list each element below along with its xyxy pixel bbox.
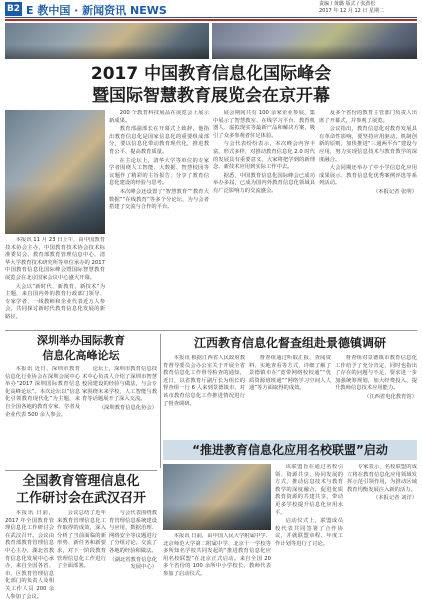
- section-title: E 教中国 · 新闻资讯 NEWS: [26, 4, 167, 17]
- wuhan-column-1: [5, 510, 54, 606]
- alliance-paragraph: 专家表示，名校联盟的成立将在教育信息化应用领域发挥示范引领作用，为推动区域教育均衡发展注入新的活力。: [347, 464, 417, 493]
- main-byline: （本报记者 张明）: [372, 188, 417, 195]
- wuhan-title-line2: 工作研讨会在武汉召开: [15, 491, 146, 506]
- jiangxi-paragraph: 督查组通过听取汇报、查阅资料、实地查看等方式，详细了解了景德镇市在“宽带网络校校通”“优质资源班班通”“网络学习空间人人通”等方面取得的成效。: [249, 355, 331, 392]
- main-body-paragraph: 本次峰会还设置了“智慧教育”“教育大数据”“在线教育”等多个分论坛，为与会者搭建了交流与合作的平台。: [109, 188, 209, 211]
- alliance-column-2: [275, 464, 343, 606]
- alliance-column-3: [347, 464, 417, 606]
- editor-line: 责编 / 黄璐 版式 / 张劲松: [319, 1, 376, 7]
- alliance-banner: [163, 440, 417, 460]
- issue-meta: [319, 1, 417, 15]
- jiangxi-column-2: [249, 355, 331, 437]
- shenzhen-column-1: [5, 366, 80, 466]
- main-lead-paragraph: 本报讯 11 月 23 日上午，由中国教育技术协会主办，中国教育技术协会技术标准委员会、教育部教育管理信息中心、清华大学教育技术研究所等单位承办的 2017 中国教育信息化国际峰会暨国际智慧教育展览会在北京国家会议中心盛大开幕。: [5, 237, 105, 281]
- exhibition-photo-right: [212, 23, 417, 59]
- wuhan-paragraph: 本报讯 日前，2017 年全国教育管理信息化工作研讨会在武汉召开。会议由教育部教育管理信息中心主办，湖北省教育信息化发展中心承办，来自全国各省、市、区教育管理信息化部门的负责人及相关工作人员 200 余人参加了会议。: [5, 510, 54, 600]
- jiangxi-paragraph: 督查组对景德镇市教育信息化工作给予了充分肯定，同时也指出了存在的问题与不足，要求进一步加强统筹规划，加大经费投入，提升教师信息技术应用能力。: [335, 355, 417, 392]
- main-body-paragraph: 教育部副部长在开幕式上致辞，他指出教育信息化是国家信息化的重要组成部分，要以信息化带动教育现代化，推进教育公平、提高教育质量。: [109, 126, 209, 155]
- column-divider: [160, 334, 161, 468]
- shenzhen-paragraph: 论坛上，深圳市教育信息技术中心负责人介绍了深圳市智慧校园建设的经验与做法，与会专家围绕未来学校、人工智能与教育等话题展开了深入交流。: [82, 366, 157, 403]
- main-body-paragraph: 与会代表纷纷表示，本次峰会内容丰富、形式多样，对推动教育信息化 2.0 时代的发展具有重要意义，大家将把学到的新理念、新技术应用到实际工作中去。: [213, 141, 315, 171]
- main-body-paragraph: 在主论坛上，清华大学等单位的专家学者围绕人工智能、大数据、智慧校园等议题作了精彩的主旨报告，分享了教育信息化建设的经验与思考。: [109, 157, 209, 187]
- shenzhen-paragraph: 本报讯 近日，深圳市教育信息化行业协会在深圳会展中心举办“2017 深圳国际教育信息化高峰论坛”。本次论坛以“信息化引领教育现代化”为主题，来自全国各地的教育专家、学者及企业代表 500 余人参会。: [5, 366, 80, 418]
- main-continue-column: [109, 110, 209, 327]
- main-body-paragraph: 200 个教育科技展品在展览会上展示新成果。: [109, 110, 209, 124]
- jiangxi-column-3: [335, 355, 417, 437]
- exhibition-photo-left: [5, 23, 209, 59]
- alliance-photo: [163, 464, 271, 530]
- jiangxi-byline: （江西省电化教育馆）: [364, 393, 417, 400]
- main-headline-line1: 2017 中国教育信息化国际峰会: [90, 64, 332, 84]
- shenzhen-title-line2: 信息化高峰论坛: [42, 349, 120, 362]
- shenzhen-byline: （深圳教育信息化协会）: [98, 404, 157, 411]
- wuhan-title-line1: 全国教育管理信息化: [22, 474, 140, 489]
- alliance-byline: （本报记者 刘洋）: [372, 495, 417, 502]
- wuhan-paragraph: 会议总结了近年来教育管理信息化工作取得的成效，深入分析了当前面临的新形势、新任务和新要求，对下一阶段教育管理信息化工作进行了全面部署。: [57, 510, 106, 570]
- alliance-column-1: [163, 533, 271, 606]
- section-divider: [5, 330, 417, 331]
- main-body-paragraph: 据悉，中国教育信息化国际峰会已成功举办多届，已成为国内外教育信息化领域具有广泛影响力的交流盛会。: [213, 172, 315, 194]
- shenzhen-title-line1: 深圳举办国际教育: [37, 334, 125, 347]
- main-body-paragraph: 大会同期还举办了中小学信息化应用成果展示、教育信息化优秀案例评选等系列活动。: [319, 165, 417, 187]
- main-lead-paragraph: 大会以“新时代、新教育、新技术”为主题，来自国内外的教育行政部门领导、专家学者、一线教师和企业代表近万人参会，共同探讨新时代教育信息化发展的新路径。: [5, 283, 105, 320]
- page-number-tag: B2: [6, 4, 21, 14]
- alliance-title: “推进教育信息化应用名校联盟”启动: [192, 443, 388, 457]
- main-body-paragraph: 会议指出，教育信息化对教育发展具有革命性影响，要坚持应用驱动、机制创新的原则，加快推进“三通两平台”建设与应用，努力实现信息技术与教育教学的深度融合。: [319, 126, 417, 163]
- jiangxi-column-1: [163, 355, 245, 437]
- masthead-rule: [5, 17, 417, 18]
- main-headline-line2: 暨国际智慧教育展览会在京开幕: [92, 86, 330, 106]
- wuhan-byline: （湖北省教育信息化发展中心）: [109, 556, 157, 571]
- main-body-paragraph: 及多个省份的教育主管部门负责人出席了开幕式，并参观了展览。: [319, 110, 417, 124]
- date-line: 2017 年 12 月 12 日 星期二: [319, 8, 384, 14]
- main-far-right-column: [319, 110, 417, 327]
- wuhan-paragraph: 与会代表围绕教育管理信息系统建设与应用、数据治理、网络安全等议题进行了分组讨论，交流了各地的经验和做法。: [109, 510, 157, 554]
- wuhan-column-2: [57, 510, 106, 606]
- conference-photo: [5, 110, 105, 234]
- jiangxi-paragraph: 本报讯 根据江西省人民政府教育督导委员会办公室关于开展全省教育信息化工作督导检查的通知，近日，以省教育厅副厅长为组长的督查组一行 6 人来到景德镇市，对该市教育信息化工作推进情况进行了督查调研。: [163, 355, 245, 407]
- wuhan-column-3: [109, 510, 157, 606]
- main-lead-column: [5, 237, 105, 327]
- jiangxi-title: 江西教育信息化督查组赴景德镇调研: [193, 336, 386, 350]
- section-divider: [5, 470, 157, 471]
- shenzhen-column-2: [82, 366, 157, 466]
- main-right-column: [213, 110, 315, 327]
- masthead-accent-rule: [5, 19, 417, 21]
- alliance-paragraph: 本报讯 日前，由中国人民大学附属中学、北京师范大学第二附属中学、北京十一学校等多所知名学校共同发起的“推进教育信息化应用名校联盟”在北京正式启动。来自全国 20 多个省份的 100 余所中小学校长、教师代表参加了启动仪式。: [163, 533, 271, 577]
- main-body-paragraph: 展会期间共有 100 余家企业参展，集中展示了智慧教室、在线学习平台、教育机器人、虚拟现实等最新产品和解决方案，吸引了众多参观者驻足体验。: [213, 110, 315, 139]
- alliance-paragraph: 该联盟旨在通过名校引领、资源共享、协同发展的方式，推动信息技术与教育教学的深度融合，促进优质教育资源的共建共享，带动更多学校提升信息化应用水平。: [275, 464, 343, 516]
- alliance-paragraph: 启动仪式上，联盟成员校代表共同签署了合作协议，并就联盟章程、年度工作计划等进行了讨论。: [275, 518, 343, 547]
